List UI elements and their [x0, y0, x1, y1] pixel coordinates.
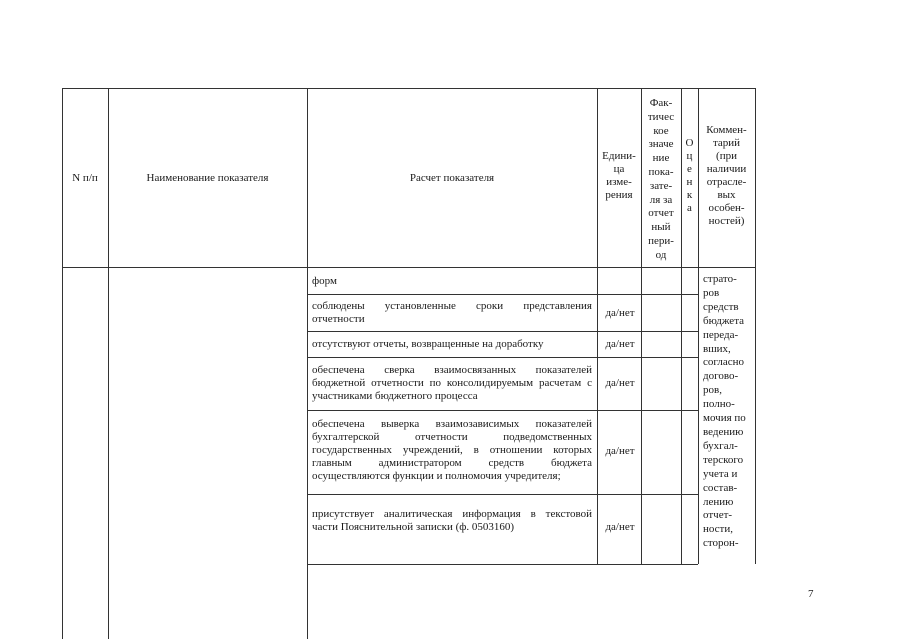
row-unit: да/нет — [605, 521, 635, 533]
row-unit: да/нет — [605, 338, 635, 350]
header-fact-line: зате- — [649, 179, 673, 192]
row-calc-text: обеспечена сверка взаимосвязанных показателей бюджетной отчетности по консолидируемым расчетам с участниками бюджетного процесса — [312, 364, 592, 402]
header-unit-line: изме- — [606, 176, 632, 188]
header-comment-line: ностей) — [708, 215, 745, 227]
header-comment-line: (при — [716, 150, 737, 162]
header-fact-line: отчет — [648, 207, 674, 220]
row-separator — [307, 410, 698, 411]
header-unit-line: Едини- — [602, 150, 636, 162]
header-comment-line: тарий — [712, 137, 741, 149]
header-indicator-calculation: Расчет показателя — [409, 172, 495, 184]
header-fact-line: ля за — [649, 193, 673, 206]
comment-line: вших, — [703, 342, 731, 355]
row-calc-text: соблюдены установленные сроки представления отчетности — [312, 300, 592, 325]
row-separator — [307, 294, 698, 295]
row-separator — [307, 331, 698, 332]
comment-line: бюджета — [703, 314, 745, 327]
row-separator — [307, 357, 698, 358]
comment-line: бухгал- — [703, 439, 738, 452]
header-fact-line: пери- — [648, 234, 674, 247]
comment-line: страто- — [703, 273, 737, 285]
col-divider-2 — [307, 88, 308, 639]
col-divider-1 — [108, 88, 109, 639]
header-comment-line: особен- — [708, 202, 745, 214]
comment-line: ров — [703, 286, 720, 299]
header-fact-line: пока- — [648, 165, 674, 178]
header-score-letter: н — [686, 176, 693, 188]
comment-line: мочия по — [703, 412, 746, 425]
header-fact-line: кое — [653, 124, 669, 137]
header-unit-line: ца — [613, 163, 625, 175]
header-score-letter: О — [685, 137, 694, 149]
header-fact-line: Фак- — [649, 97, 673, 109]
comment-line: лению — [703, 495, 734, 508]
table-right-border — [755, 88, 756, 564]
page-number: 7 — [808, 588, 814, 600]
comment-line: переда- — [703, 328, 739, 341]
comment-line: догово- — [703, 370, 739, 383]
header-score-letter: а — [687, 202, 692, 214]
comment-line: ров, — [703, 384, 722, 397]
comment-line: ведению — [703, 425, 744, 438]
header-comment-line: отрасле- — [706, 176, 747, 188]
header-score-letter: к — [686, 189, 693, 201]
header-unit — [597, 150, 641, 202]
comment-line: отчет- — [703, 509, 733, 522]
header-fact-line: значе — [648, 138, 674, 151]
comment-line: согласно — [703, 356, 744, 369]
header-unit-line: рения — [605, 189, 633, 201]
row-unit: да/нет — [605, 307, 635, 319]
header-number: N п/п — [72, 172, 98, 184]
header-indicator-name: Наименование показателя — [146, 172, 269, 184]
header-comment-line: наличии — [706, 163, 747, 175]
row-unit: да/нет — [605, 445, 635, 457]
header-comment-line: Коммен- — [706, 124, 747, 136]
header-score-letter: ц — [686, 150, 693, 162]
header-score-letter: е — [687, 163, 692, 175]
comment-line: сторон- — [703, 537, 739, 550]
row-calc-text: форм — [312, 275, 337, 287]
row-calc-text: отсутствуют отчеты, возвращенные на доработку — [312, 338, 544, 350]
comment-line: средств — [703, 300, 739, 313]
row-unit: да/нет — [605, 377, 635, 389]
comment-text — [703, 273, 755, 551]
header-comment — [698, 124, 755, 228]
row-calc-text: обеспечена выверка взаимозависимых показателей бухгалтерской отчетности подведомственных государственных учреждений, в отношении которых главным администратором средств бюджета осуществляются функции и полномочия учредителя; — [312, 418, 592, 482]
header-fact-line: ние — [652, 152, 670, 165]
header-actual-value — [641, 97, 681, 263]
header-fact-line: ный — [651, 221, 671, 234]
header-fact-line: од — [655, 248, 667, 261]
comment-line: терского — [703, 453, 744, 466]
comment-line: состав- — [703, 481, 738, 494]
comment-line: ности, — [703, 523, 733, 536]
table-left-border — [62, 88, 63, 639]
header-score — [681, 137, 698, 215]
header-comment-line: вых — [717, 189, 736, 201]
row-calc-text: присутствует аналитическая информация в текстовой части Пояснительной записки (ф. 0503160) — [312, 508, 592, 533]
table-top-border — [62, 88, 756, 89]
row-separator — [307, 564, 698, 565]
comment-line: учета и — [703, 467, 738, 480]
row-separator — [307, 494, 698, 495]
header-fact-line: тичес — [647, 110, 675, 123]
header-bottom-border — [62, 267, 756, 268]
comment-line: полно- — [703, 398, 735, 411]
